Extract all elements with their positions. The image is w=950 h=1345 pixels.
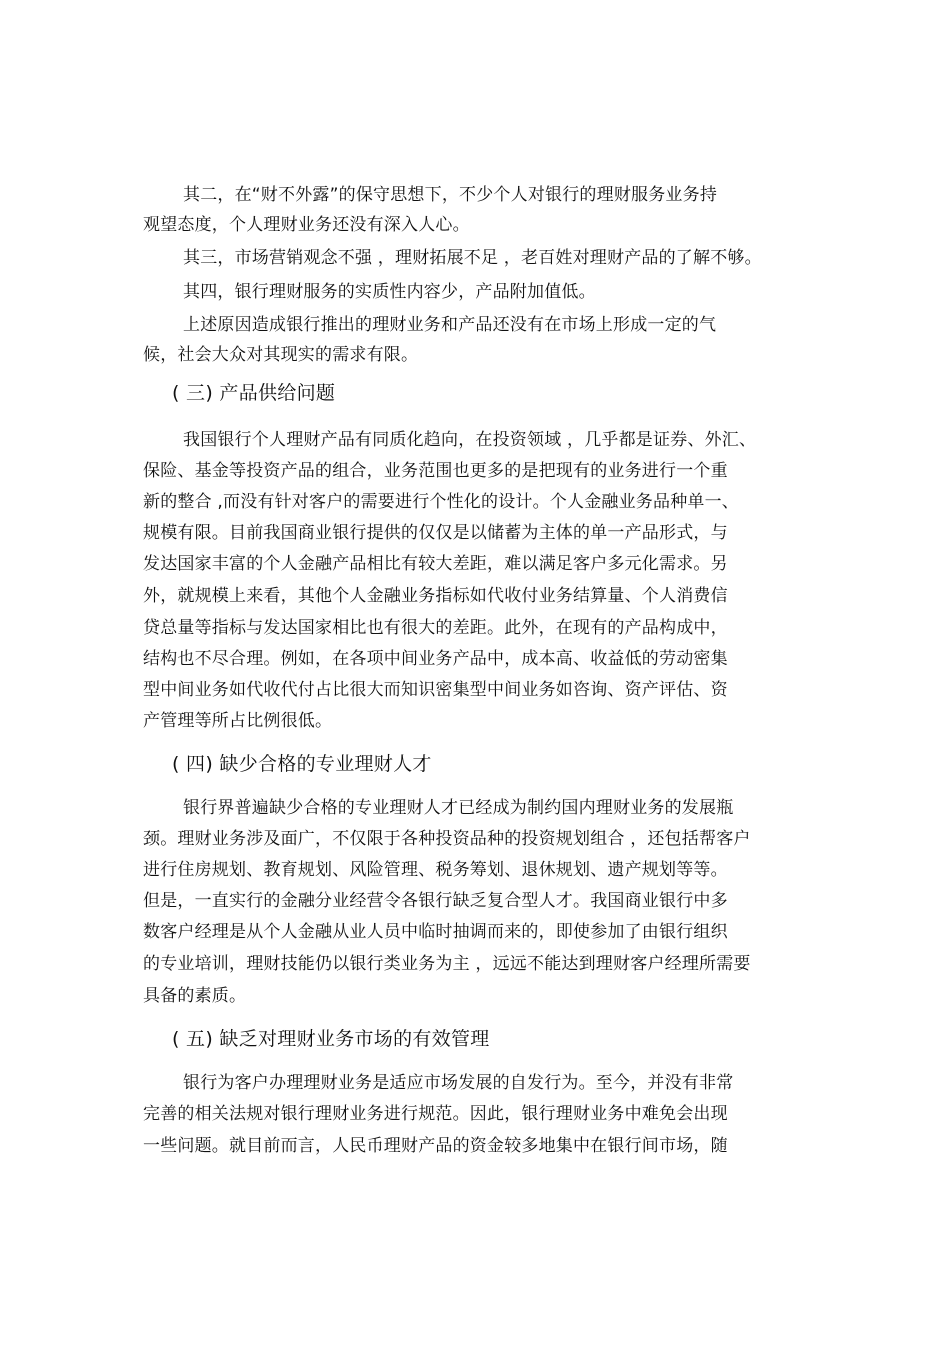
paragraph-line: 完善的相关法规对银行理财业务进行规范。因此，银行理财业务中难免会出现 (143, 1104, 728, 1124)
paragraph-line: 进行住房规划、教育规划、风险管理、税务筹划、退休规划、遗产规划等等。 (143, 860, 728, 880)
paragraph-line: 其二，在“财不外露”的保守思想下，不少个人对银行的理财服务业务持 (183, 185, 718, 205)
paragraph-line: 贷总量等指标与发达国家相比也有很大的差距。此外，在现有的产品构成中， (143, 618, 728, 638)
paragraph-line: 外，就规模上来看，其他个人金融业务指标如代收付业务结算量、个人消费信 (143, 586, 728, 606)
paragraph-line: 我国银行个人理财产品有同质化趋向，在投资领域 ，几乎都是证券、外汇、 (183, 430, 757, 450)
paragraph-line: 型中间业务如代收代付占比很大而知识密集型中间业务如咨询、资产评估、资 (143, 680, 728, 700)
paragraph-line: 上述原因造成银行推出的理财业务和产品还没有在市场上形成一定的气 (183, 315, 717, 335)
paragraph-line: 结构也不尽合理。例如，在各项中间业务产品中，成本高、收益低的劳动密集 (143, 649, 728, 669)
paragraph-line: 颈。理财业务涉及面广，不仅限于各种投资品种的投资规划组合 ，还包括帮客户 (143, 829, 751, 849)
section-heading: ( 四) 缺少合格的专业理财人才 (172, 753, 432, 775)
paragraph-line: 具备的素质。 (143, 986, 247, 1006)
section-heading: ( 三) 产品供给问题 (172, 382, 336, 404)
paragraph-line: 但是，一直实行的金融分业经营令各银行缺乏复合型人才。我国商业银行中多 (143, 891, 728, 911)
paragraph-line: 其四，银行理财服务的实质性内容少，产品附加值低。 (183, 282, 596, 302)
paragraph-line: 银行界普遍缺少合格的专业理财人才已经成为制约国内理财业务的发展瓶 (183, 798, 734, 818)
paragraph-line: 产管理等所占比例很低。 (143, 711, 333, 731)
section-heading: ( 五) 缺乏对理财业务市场的有效管理 (172, 1028, 490, 1050)
paragraph-line: 规模有限。目前我国商业银行提供的仅仅是以储蓄为主体的单一产品形式，与 (143, 523, 728, 543)
paragraph-line: 银行为客户办理理财业务是适应市场发展的自发行为。至今，并没有非常 (183, 1073, 734, 1093)
paragraph-line: 其三，市场营销观念不强 ，理财拓展不足 ，老百姓对理财产品的了解不够。 (183, 248, 762, 268)
paragraph-line: 数客户经理是从个人金融从业人员中临时抽调而来的，即使参加了由银行组织 (143, 922, 728, 942)
paragraph-line: 一些问题。就目前而言，人民币理财产品的资金较多地集中在银行间市场，随 (143, 1136, 728, 1156)
paragraph-line: 候，社会大众对其现实的需求有限。 (143, 345, 419, 365)
paragraph-line: 的专业培训，理财技能仍以银行类业务为主 ，远远不能达到理财客户经理所需要 (143, 954, 751, 974)
paragraph-line: 保险、基金等投资产品的组合，业务范围也更多的是把现有的业务进行一个重 (143, 461, 728, 481)
paragraph-line: 发达国家丰富的个人金融产品相比有较大差距，难以满足客户多元化需求。另 (143, 554, 728, 574)
paragraph-line: 观望态度，个人理财业务还没有深入人心。 (143, 215, 470, 235)
paragraph-line: 新的整合 ,而没有针对客户的需要进行个性化的设计。个人金融业务品种单一、 (143, 492, 740, 512)
